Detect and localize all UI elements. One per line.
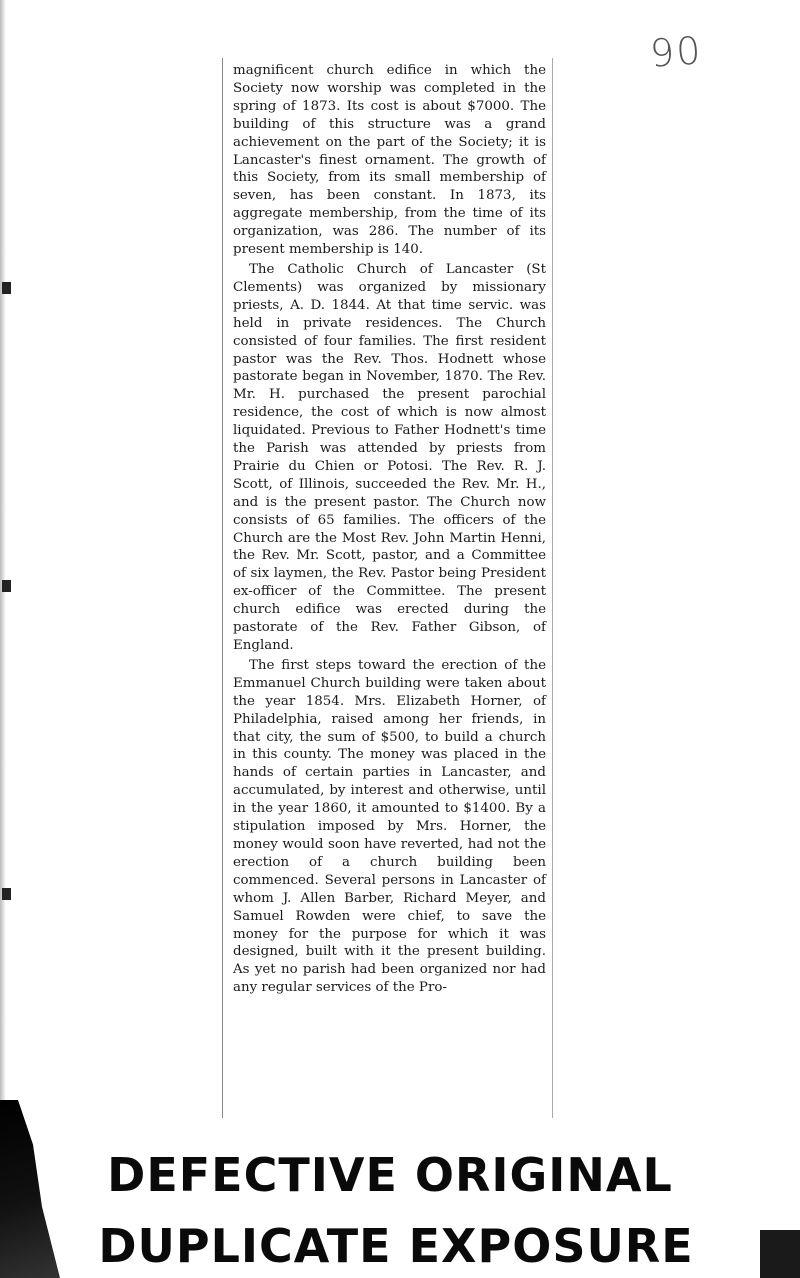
clipping-right-edge — [552, 58, 553, 1118]
scan-left-edge — [0, 0, 6, 1120]
paragraph-society: magnificent church edifice in which the Society now worship was completed in the spring of 1873. Its cost is about $7000. The building of this structure was a grand achievement on the part of the Society; it is Lancaster's finest ornament. The growth of this Society, from its small membership of seven, has been constant. In 1873, its aggregate membership, from the time of its organization, was 286. The number of its present membership is 140. — [233, 63, 546, 258]
defective-original-label: DEFECTIVE ORIGINAL — [80, 1140, 700, 1210]
scan-artifact-mark — [2, 282, 11, 294]
duplicate-exposure-label: DUPLICATE EXPOSURE — [64, 1215, 728, 1278]
article-column — [233, 62, 546, 999]
scan-artifact-mark — [2, 580, 11, 592]
page-number: 90 — [648, 28, 704, 76]
scan-dark-corner-right — [760, 1230, 800, 1278]
paragraph-emmanuel-church: The first steps toward the erection of the Emmanuel Church building were taken about the year 1854. Mrs. Elizabeth Horner, of Philadelphia, raised among her friends, in that city, the sum of $500, to build a church in this county. The money was placed in the hands of certain parties in Lancaster, and accumulated, by interest and otherwise, until in the year 1860, it amounted to $1400. By a stipulation imposed by Mrs. Horner, the money would soon have reverted, had not the erection of a church building been commenced. Several persons in Lancaster of whom J. Allen Barber, Richard Meyer, and Samuel Rowden were chief, to save the money for the purpose for which it was designed, built with it the present building. As yet no parish had been organized nor had any regular services of the Pro- — [233, 657, 546, 996]
scan-dark-corner — [0, 1100, 60, 1278]
scan-artifact-mark — [2, 888, 11, 900]
paragraph-catholic-church: The Catholic Church of Lancaster (St Clements) was organized by missionary priests, A. D. 1844. At that time servic. was held in private residences. The Church consisted of four families. The first resident pastor was the Rev. Thos. Hodnett whose pastorate began in November, 1870. The Rev. Mr. H. purchased the present parochial residence, the cost of which is now almost liquidated. Previous to Father Hodnett's time the Parish was attended by priests from Prairie du Chien or Potosi. The Rev. R. J. Scott, of Illinois, succeeded the Rev. Mr. H., and is the present pastor. The Church now consists of 65 families. The officers of the Church are the Most Rev. John Martin Henni, the Rev. Mr. Scott, pastor, and a Committee of six laymen, the Rev. Pastor being President ex-officer of the Committee. The present church edifice was erected during the pastorate of the Rev. Father Gibson, of England. — [233, 261, 546, 653]
